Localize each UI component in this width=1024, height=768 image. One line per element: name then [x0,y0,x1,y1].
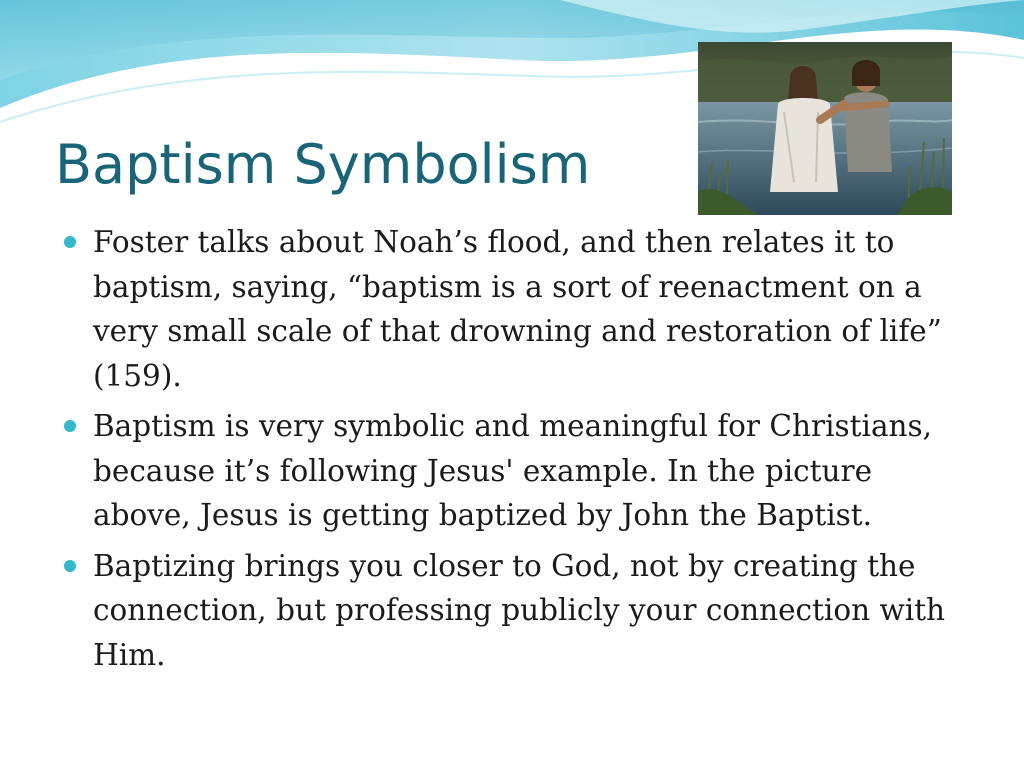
bullet-text: Baptism is very symbolic and meaningful for Christians, because it’s following Jesus' example. In the picture above, Jesus is getting baptized by John the Baptist. [93,409,933,532]
bullet-list [62,220,967,683]
bullet-text: Foster talks about Noah’s flood, and then relates it to baptism, saying, “baptism is a sort of reenactment on a very small scale of that drowning and restoration of life” (159). [93,225,942,393]
bullet-dot-icon [64,236,76,248]
bullet-dot-icon [64,560,76,572]
bullet-item [62,404,967,538]
bullet-item [62,544,967,678]
baptism-photo [698,42,952,215]
bullet-item [62,220,967,398]
slide-title: Baptism Symbolism [55,133,591,196]
bullet-dot-icon [64,420,76,432]
bullet-text: Baptizing brings you closer to God, not by creating the connection, but professing publicly your connection with Him. [93,548,946,672]
